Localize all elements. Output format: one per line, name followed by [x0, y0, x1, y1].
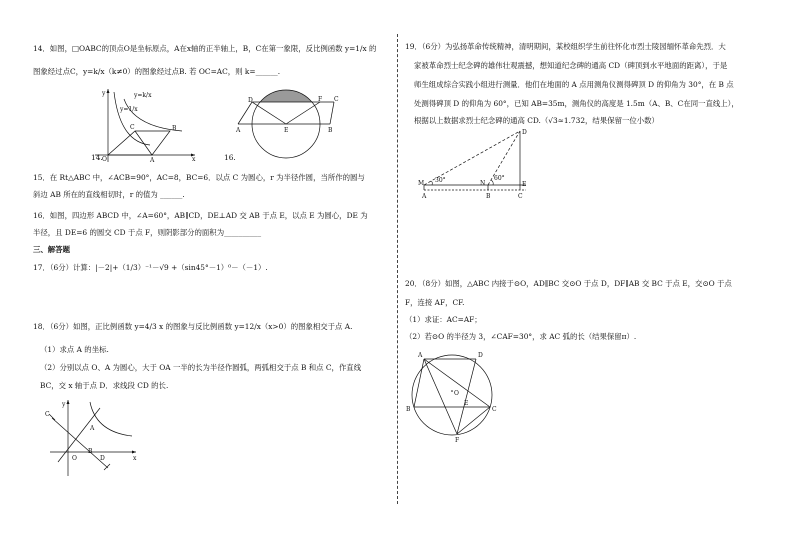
q16-fig-d-label: D: [248, 97, 253, 104]
q16-line2: 半径，且 DE=6 的圆交 CD 于点 F，则阴影部分的面积为__________: [33, 228, 262, 237]
q19-fig-e-label: E: [522, 181, 527, 188]
q16-figure: [236, 86, 346, 166]
q19-fig-m-label: M: [418, 180, 425, 187]
column-divider: [397, 34, 398, 504]
q20-fig-o-label: O: [454, 390, 459, 397]
q19-line2: 家被革命烈士纪念碑的雄伟壮观震撼，想知道纪念碑的通高 CD（碑顶到水平地面的距离），于是: [414, 61, 728, 70]
q19-fig-angle60: 60°: [494, 175, 505, 182]
q18-line4: BC，交 x 轴于点 D．求线段 CD 的长.: [40, 381, 169, 390]
q19-fig-b-label: B: [486, 193, 491, 200]
q20-fig-d-label: D: [478, 352, 483, 359]
q19-line4: 处测得碑顶 D 的仰角为 60°，已知 AB=35m，测角仪的高度是 1.5m（A、B、C在同一直线上），: [414, 99, 739, 108]
q18-figure: [40, 398, 140, 478]
q17-text: 17．（6分）计算：|－2|+（1/3）⁻¹－√9 +（sin45°－1）⁰－（－1）.: [33, 263, 268, 272]
q15-line1: 15．在 Rt△ABC 中，∠ACB=90°，AC=8，BC=6．以点 C 为圆心，r 为半径作圆，当所作的圆与: [33, 173, 365, 182]
q19-fig-c-label: C: [518, 193, 523, 200]
q19-figure: [418, 128, 548, 208]
q14-fig-c-label: C: [130, 124, 135, 131]
q14-fig-f1-label: y=1/x: [120, 106, 138, 113]
q20-line1: 20．（8分）如图，△ABC 内接于⊙O，AD∥BC 交⊙O 于点 D，DF∥AB 交 BC 于点 E，交⊙O 于点: [405, 279, 732, 288]
q20-fig-c-label: C: [492, 406, 497, 413]
q14-fig-number: 14.: [91, 153, 103, 162]
q18-fig-o-label: O: [72, 455, 77, 462]
q20-figure: [402, 345, 502, 445]
q14-fig-o-label: O: [102, 156, 107, 163]
q20-fig-b-label: B: [406, 406, 411, 413]
q14-fig-y-label: y: [102, 90, 106, 97]
q14-line1: 14．如图，□OABC的顶点O是坐标原点，A在x轴的正半轴上，B，C在第一象限，反比例函数 y=1/x 的: [33, 44, 377, 53]
q19-line1: 19．（6分）为弘扬革命传统精神，清明期间，某校组织学生前往怀化市烈士陵园缅怀革命先烈．大: [405, 42, 726, 51]
q20-fig-f-label: F: [455, 437, 460, 444]
q19-fig-a-label: A: [422, 193, 427, 200]
q14-fig-x-label: x: [192, 156, 196, 163]
q18-fig-d-label: D: [100, 455, 105, 462]
q19-fig-d-label: D: [522, 129, 527, 136]
q18-fig-c-label: C: [45, 411, 50, 418]
q16-fig-a-label: A: [236, 127, 241, 134]
q20-line2: F，连接 AF，CF.: [405, 298, 465, 307]
q19-fig-n-label: N: [480, 180, 486, 187]
q14-fig-a-label: A: [150, 157, 155, 164]
q20-line3: （1）求证：AC=AF；: [405, 315, 482, 324]
q14-fig-b-label: B: [172, 125, 177, 132]
q16-fig-number: 16.: [224, 153, 236, 162]
q16-fig-e-label: E: [284, 127, 289, 134]
q18-fig-a-label: A: [90, 425, 95, 432]
q18-fig-x-label: x: [133, 455, 137, 462]
q14-line2: 图象经过点C，y=k/x（k≠0）的图象经过点B. 若 OC=AC，则 k=______.: [33, 67, 281, 76]
q18-fig-y-label: y: [62, 401, 66, 408]
q19-fig-angle30: 30°: [435, 177, 446, 184]
q15-line2: 斜边 AB 所在的直线相切时，r 的值为 ______.: [33, 190, 185, 199]
q18-line3: （2）分别以点 O、A 为圆心，大于 OA 一半的长为半径作圆弧，两弧相交于点 B 和点 C，作直线: [40, 363, 362, 372]
q19-line5: 根据以上数据求烈士纪念碑的通高 CD.（√3≈1.732，结果保留一位小数）: [414, 116, 659, 125]
q20-fig-e-label: E: [464, 400, 469, 407]
q14-figure: [90, 87, 200, 162]
q16-fig-c-label: C: [334, 96, 339, 103]
q16-line1: 16．如图，四边形 ABCD 中，∠A=60°，AB∥CD，DE⊥AD 交 AB 于点 E，以点 E 为圆心，DE 为: [33, 211, 368, 220]
q18-line2: （1）求点 A 的坐标.: [40, 345, 109, 354]
q14-fig-f2-label: y=k/x: [134, 92, 152, 99]
q20-line4: （2）若⊙O 的半径为 3，∠CAF=30°，求 AC 弧的长（结果保留π）.: [405, 332, 637, 341]
q16-fig-f-label: F: [318, 96, 323, 103]
q19-line3: 师生组成综合实践小组进行测量．他们在地面的 A 点用测角仪测得碑顶 D 的仰角为 30°，在 B 点: [414, 80, 734, 89]
q16-fig-b-label: B: [328, 127, 333, 134]
q18-line1: 18．（6分）如图，正比例函数 y=4/3 x 的图象与反比例函数 y=12/x（x>0）的图象相交于点 A.: [33, 322, 353, 331]
q20-fig-a-label: A: [418, 352, 423, 359]
q18-fig-b-label: B: [88, 448, 93, 455]
section-heading-answers: 三、解答题: [33, 245, 70, 254]
